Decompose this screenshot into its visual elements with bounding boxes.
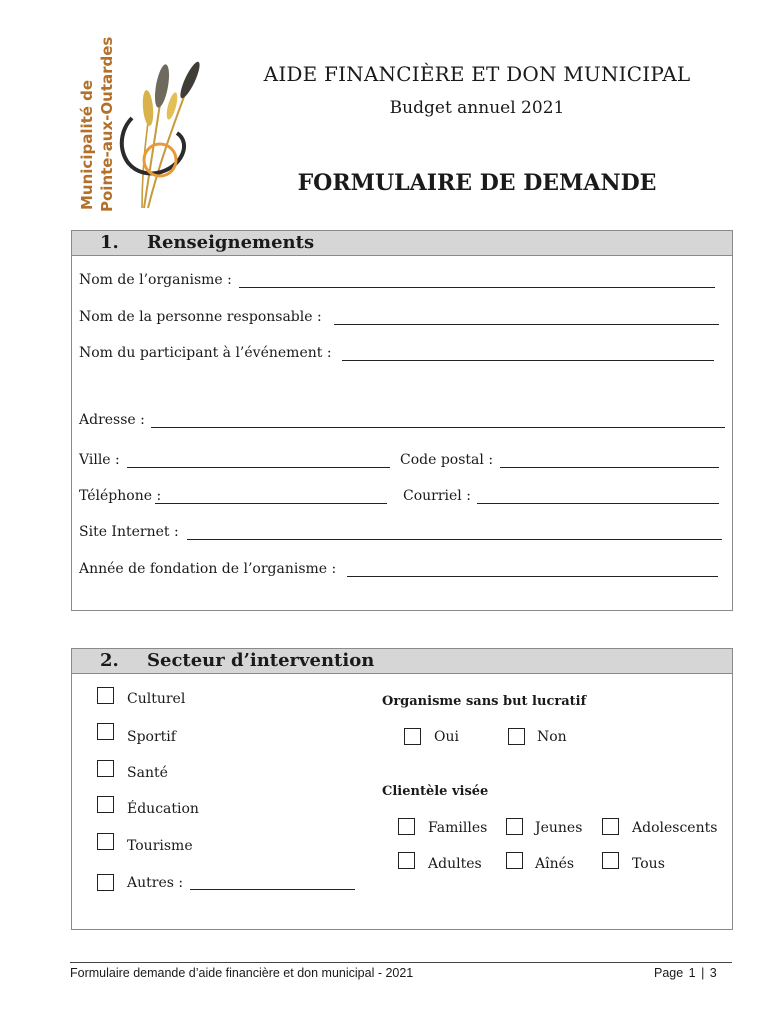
telephone-label: Téléphone : xyxy=(79,488,162,504)
checkbox-label: Familles xyxy=(428,820,488,836)
logo-line-2: Pointe-aux-Outardes xyxy=(98,36,116,212)
section-header xyxy=(72,231,732,256)
logo-line-1: Municipalité de xyxy=(78,79,96,210)
code-postal-line[interactable] xyxy=(500,467,719,468)
organisme-line[interactable] xyxy=(239,287,715,288)
participant-label: Nom du participant à l’événement : xyxy=(79,345,332,361)
checkbox-education[interactable] xyxy=(97,796,114,813)
wheat-logo-icon xyxy=(72,48,212,218)
footer-document-title: Formulaire demande d’aide financière et don municipal - 2021 xyxy=(70,966,414,980)
checkbox-tous[interactable] xyxy=(602,852,619,869)
checkbox-label: Adolescents xyxy=(632,820,718,836)
section-title: Renseignements xyxy=(147,232,315,253)
page-title: AIDE FINANCIÈRE ET DON MUNICIPAL xyxy=(263,62,691,86)
section-number: 2. xyxy=(100,650,119,671)
footer-page-number: Page 1 | 3 xyxy=(654,966,717,980)
checkbox-label: Jeunes xyxy=(535,820,583,836)
checkbox-sante[interactable] xyxy=(97,760,114,777)
adresse-line[interactable] xyxy=(151,427,725,428)
annee-line[interactable] xyxy=(347,576,718,577)
ville-line[interactable] xyxy=(127,467,390,468)
section-number: 1. xyxy=(100,232,119,253)
code-postal-label: Code postal : xyxy=(400,452,494,468)
site-line[interactable] xyxy=(187,539,722,540)
footer-divider xyxy=(70,962,732,963)
checkbox-label: Éducation xyxy=(127,801,199,817)
clientele-heading: Clientèle visée xyxy=(382,784,489,799)
checkbox-culturel[interactable] xyxy=(97,687,114,704)
checkbox-label: Oui xyxy=(434,729,459,745)
page-subtitle: Budget annuel 2021 xyxy=(389,98,565,118)
checkbox-adolescents[interactable] xyxy=(602,818,619,835)
checkbox-tourisme[interactable] xyxy=(97,833,114,850)
checkbox-adultes[interactable] xyxy=(398,852,415,869)
checkbox-non[interactable] xyxy=(508,728,525,745)
checkbox-label: Adultes xyxy=(428,856,482,872)
autres-line[interactable] xyxy=(190,889,355,890)
checkbox-label: Tourisme xyxy=(127,838,193,854)
courriel-label: Courriel : xyxy=(403,488,471,504)
form-title: FORMULAIRE DE DEMANDE xyxy=(297,170,657,196)
annee-label: Année de fondation de l’organisme : xyxy=(79,561,337,577)
checkbox-label: Autres : xyxy=(127,875,184,891)
checkbox-label: Santé xyxy=(127,765,168,781)
osbl-heading: Organisme sans but lucratif xyxy=(382,694,587,709)
checkbox-label: Sportif xyxy=(127,729,176,745)
organisme-label: Nom de l’organisme : xyxy=(79,272,232,288)
checkbox-label: Non xyxy=(537,729,567,745)
courriel-line[interactable] xyxy=(477,503,719,504)
checkbox-sportif[interactable] xyxy=(97,723,114,740)
section-renseignements xyxy=(71,230,733,611)
site-label: Site Internet : xyxy=(79,524,179,540)
section-header xyxy=(72,649,732,674)
adresse-label: Adresse : xyxy=(79,412,145,428)
participant-line[interactable] xyxy=(342,360,714,361)
checkbox-oui[interactable] xyxy=(404,728,421,745)
section-title: Secteur d’intervention xyxy=(147,650,375,671)
checkbox-familles[interactable] xyxy=(398,818,415,835)
checkbox-autres[interactable] xyxy=(97,874,114,891)
checkbox-label: Aînés xyxy=(535,856,575,872)
checkbox-jeunes[interactable] xyxy=(506,818,523,835)
responsable-label: Nom de la personne responsable : xyxy=(79,309,322,325)
checkbox-aines[interactable] xyxy=(506,852,523,869)
checkbox-label: Tous xyxy=(632,856,665,872)
ville-label: Ville : xyxy=(79,452,120,468)
telephone-line[interactable] xyxy=(155,503,387,504)
section-secteur xyxy=(71,648,733,930)
checkbox-label: Culturel xyxy=(127,691,186,707)
responsable-line[interactable] xyxy=(334,324,719,325)
